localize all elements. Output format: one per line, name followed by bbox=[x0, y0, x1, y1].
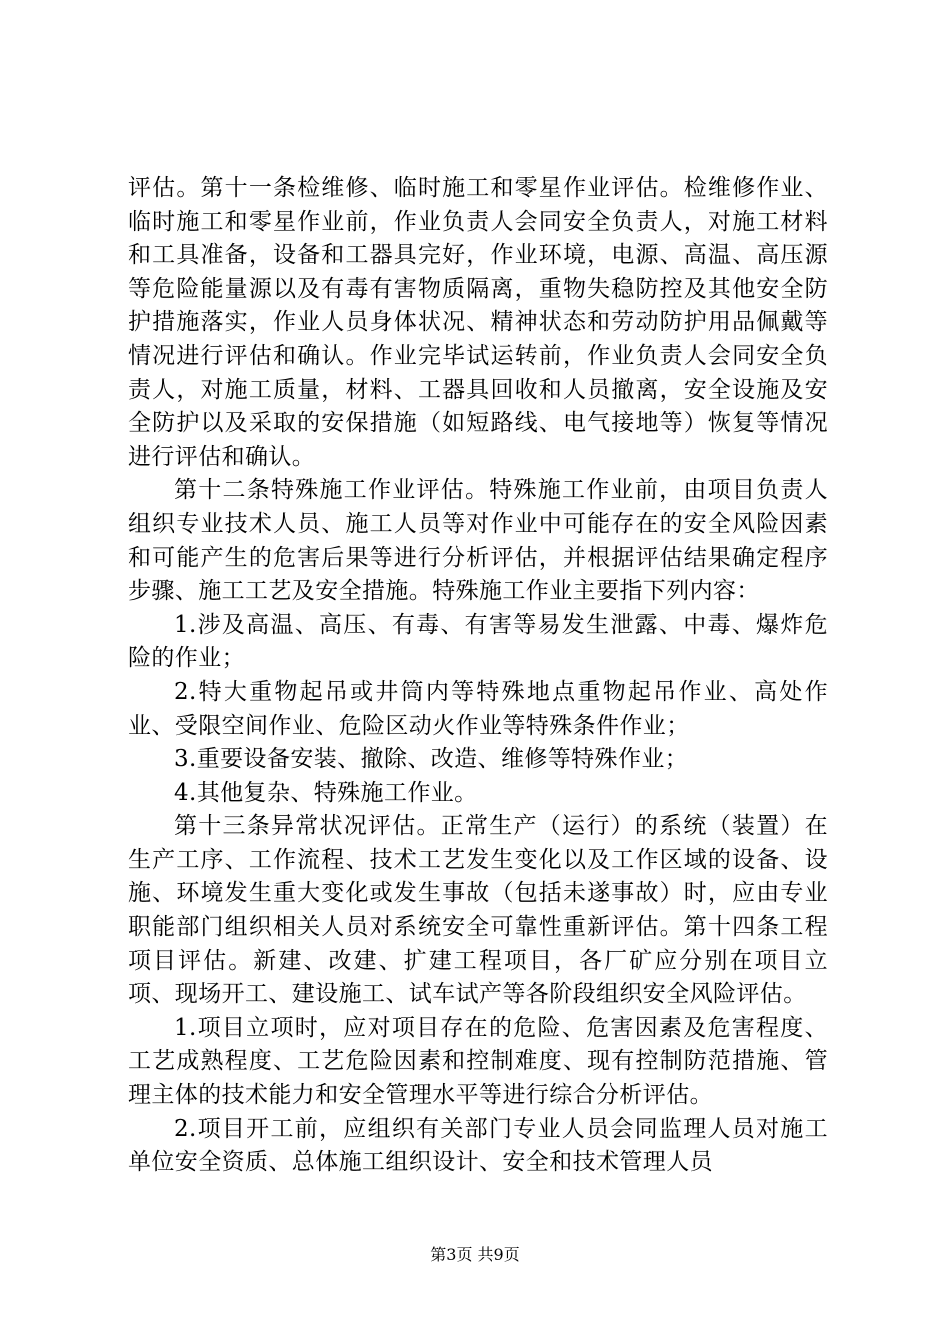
paragraph-continuation-article-11: 评估。第十一条检维修、临时施工和零星作业评估。检维修作业、临时施工和零星作业前，作业负责人会同安全负责人，对施工材料和工具准备，设备和工器具完好，作业环境，电源、高温、高压源等危险能量源以及有毒有害物质隔离，重物失稳防控及其他安全防护措施落实，作业人员身体状况、精神状态和劳动防护用品佩戴等情况进行评估和确认。作业完毕试运转前，作业负责人会同安全负责人，对施工质量，材料、工器具回收和人员撤离，安全设施及安全防护以及采取的安保措施（如短路线、电气接地等）恢复等情况进行评估和确认。 bbox=[128, 175, 828, 470]
page-footer: 第3页 共9页 bbox=[430, 1245, 520, 1264]
paragraph-article-13-14: 第十三条异常状况评估。正常生产（运行）的系统（装置）在生产工序、工作流程、技术工艺发生变化以及工作区域的设备、设施、环境发生重大变化或发生事故（包括未遂事故）时，应由专业职能部门组织相关人员对系统安全可靠性重新评估。第十四条工程项目评估。新建、改建、扩建工程项目，各厂矿应分别在项目立项、现场开工、建设施工、试车试产等各阶段组织安全风险评估。 bbox=[128, 813, 828, 1008]
list-item-project-1: 1.项目立项时，应对项目存在的危险、危害因素及危害程度、工艺成熟程度、工艺危险因素和控制难度、现有控制防范措施、管理主体的技术能力和安全管理水平等进行综合分析评估。 bbox=[128, 1014, 828, 1109]
paragraph-article-12: 第十二条特殊施工作业评估。特殊施工作业前，由项目负责人组织专业技术人员、施工人员等对作业中可能存在的安全风险因素和可能产生的危害后果等进行分析评估，并根据评估结果确定程序步骤、施工工艺及安全措施。特殊施工作业主要指下列内容： bbox=[128, 477, 828, 605]
list-item-1: 1.涉及高温、高压、有毒、有害等易发生泄露、中毒、爆炸危险的作业； bbox=[128, 611, 828, 672]
list-item-2: 2.特大重物起吊或井筒内等特殊地点重物起吊作业、高处作业、受限空间作业、危险区动火作业等特殊条件作业； bbox=[128, 678, 828, 739]
document-body bbox=[128, 172, 828, 1180]
list-item-3: 3.重要设备安装、撤除、改造、维修等特殊作业； bbox=[174, 746, 689, 773]
list-item-project-2: 2.项目开工前，应组织有关部门专业人员会同监理人员对施工单位安全资质、总体施工组织设计、安全和技术管理人员 bbox=[128, 1115, 828, 1176]
list-item-4: 4.其他复杂、特殊施工作业。 bbox=[174, 779, 478, 806]
